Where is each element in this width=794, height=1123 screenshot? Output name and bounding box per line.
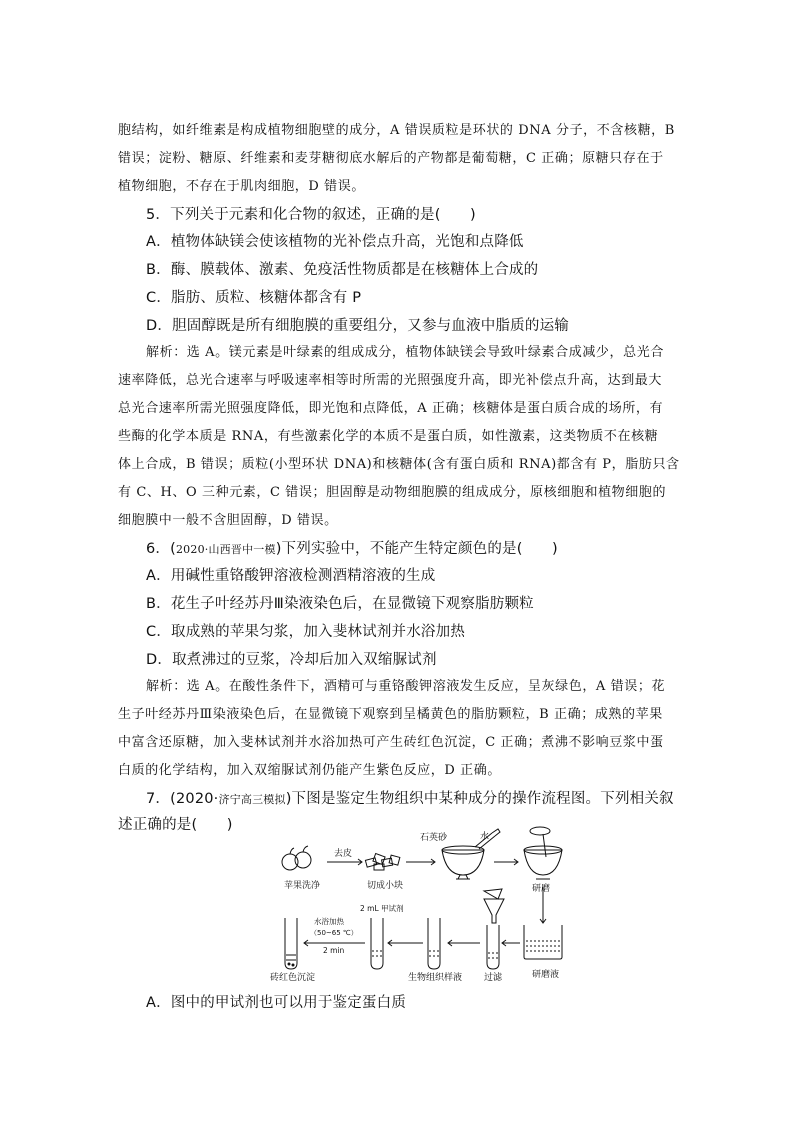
label-sample: 生物组织样液 bbox=[408, 973, 463, 983]
beaker-icon bbox=[524, 925, 562, 959]
q5-stem: 5．下列关于元素和化合物的叙述，正确的是( ) bbox=[146, 207, 476, 223]
q6-explanation-1: 解析：选 A。在酸性条件下，酒精可与重铬酸钾溶液发生反应，呈灰绿色，A 错误；花 bbox=[146, 679, 666, 694]
q6-option-a: A．用碱性重铬酸钾溶液检测酒精溶液的生成 bbox=[146, 568, 436, 584]
intro-line-2: 错误；淀粉、糖原、纤维素和麦芽糖彻底水解后的产物都是葡萄糖，C 正确；原糖只存在于 bbox=[118, 151, 664, 166]
q7-source: 济宁高三模拟 bbox=[218, 793, 286, 806]
label-filter: 过滤 bbox=[484, 973, 503, 983]
q5-option-b: B．酶、膜载体、激素、免疫活性物质都是在核糖体上合成的 bbox=[146, 262, 539, 278]
label-temp: （50~65 ℃） bbox=[310, 929, 358, 937]
q6-explanation-4: 白质的化学结构，加入双缩脲试剂仍能产生紫色反应，D 正确。 bbox=[118, 763, 501, 778]
label-cut: 切成小块 bbox=[367, 881, 404, 891]
apple-pieces-icon bbox=[365, 854, 399, 870]
q6-source: 2020·山西晋中一模 bbox=[175, 543, 276, 556]
q7-option-a: A．图中的甲试剂也可以用于鉴定蛋白质 bbox=[146, 995, 407, 1011]
label-reagent: 2 mL 甲试剂 bbox=[360, 904, 404, 913]
q6-explanation-3: 中富含还原糖，加入斐林试剂并水浴加热可产生砖红色沉淀，C 正确；煮沸不影响豆浆中蛋 bbox=[118, 735, 664, 750]
q6-stem-suffix: )下列实验中，不能产生特定颜色的是( ) bbox=[275, 541, 558, 557]
intro-line-3: 植物细胞，不存在于肌肉细胞，D 错误。 bbox=[118, 179, 365, 194]
q6-stem bbox=[146, 539, 706, 560]
filter-funnel-icon bbox=[484, 889, 504, 969]
label-quartz: 石英砂 bbox=[420, 833, 448, 843]
q5-option-a: A．植物体缺镁会使该植物的光补偿点升高，光饱和点降低 bbox=[146, 234, 524, 250]
result-tube-icon bbox=[285, 918, 297, 969]
mortar-icon bbox=[442, 846, 484, 879]
q6-explanation-2: 生子叶经苏丹Ⅲ染液染色后，在显微镜下观察到呈橘黄色的脂肪颗粒，B 正确；成熟的苹果 bbox=[118, 707, 663, 722]
apple-icon bbox=[282, 846, 311, 870]
label-grind: 研磨 bbox=[532, 884, 551, 894]
label-apple-wash: 苹果洗净 bbox=[284, 881, 321, 891]
q6-option-b: B．花生子叶经苏丹Ⅲ染液染色后，在显微镜下观察脂肪颗粒 bbox=[146, 596, 534, 612]
label-grind-liquid: 研磨液 bbox=[532, 970, 560, 980]
label-water: 水 bbox=[480, 832, 490, 842]
q7-stem-prefix: 7．(2020· bbox=[146, 791, 219, 807]
q6-option-c: C．取成熟的苹果匀浆，加入斐林试剂并水浴加热 bbox=[146, 624, 466, 640]
q5-explanation-4: 些酶的化学本质是 RNA，有些激素化学的本质不是蛋白质，如性激素，这类物质不在核糖 bbox=[118, 429, 659, 444]
label-peel: 去皮 bbox=[334, 849, 353, 859]
grinding-mortar-icon bbox=[524, 827, 562, 879]
q7-stem bbox=[146, 789, 706, 810]
label-time: 2 min bbox=[323, 946, 345, 955]
label-bath: 水浴加热 bbox=[314, 917, 344, 926]
q6-stem-prefix: 6．( bbox=[146, 541, 176, 557]
q6-option-d: D．取煮沸过的豆浆，冷却后加入双缩脲试剂 bbox=[146, 652, 437, 668]
q5-option-d: D．胆固醇既是所有细胞膜的重要组分，又参与血液中脂质的运输 bbox=[146, 318, 569, 334]
label-precipitate: 砖红色沉淀 bbox=[270, 973, 316, 983]
q5-option-c: C．脂肪、质粒、核糖体都含有 P bbox=[146, 290, 362, 306]
q5-explanation-1: 解析：选 A。镁元素是叶绿素的组成成分，植物体缺镁会导致叶绿素合成减少，总光合 bbox=[146, 345, 664, 360]
q5-explanation-6: 有 C、H、O 三种元素，C 错误；胆固醇是动物细胞膜的组成成分，原核细胞和植物细胞的 bbox=[118, 485, 667, 500]
q5-explanation-5: 体上合成，B 错误；质粒(小型环状 DNA)和核糖体(含有蛋白质和 RNA)都含有 P，脂肪只含 bbox=[118, 457, 680, 472]
q5-explanation-7: 细胞膜中一般不含胆固醇，D 错误。 bbox=[118, 513, 338, 528]
intro-line-1: 胞结构，如纤维素是构成植物细胞壁的成分，A 错误质粒是环状的 DNA 分子，不含核糖，B bbox=[118, 123, 675, 138]
procedure-flow-diagram bbox=[270, 825, 590, 985]
reagent-tube-icon bbox=[371, 918, 383, 969]
q7-stem-line-2: 述正确的是( ) bbox=[118, 817, 233, 833]
q5-explanation-3: 总光合速率所需光照强度降低，即光饱和点降低，A 正确；核糖体是蛋白质合成的场所，有 bbox=[118, 401, 664, 416]
q7-stem-suffix: )下图是鉴定生物组织中某种成分的操作流程图。下列相关叙 bbox=[285, 791, 674, 807]
sample-tube-icon bbox=[428, 918, 440, 969]
q5-explanation-2: 速率降低，总光合速率与呼吸速率相等时所需的光照强度升高，即光补偿点升高，达到最大 bbox=[118, 373, 663, 388]
